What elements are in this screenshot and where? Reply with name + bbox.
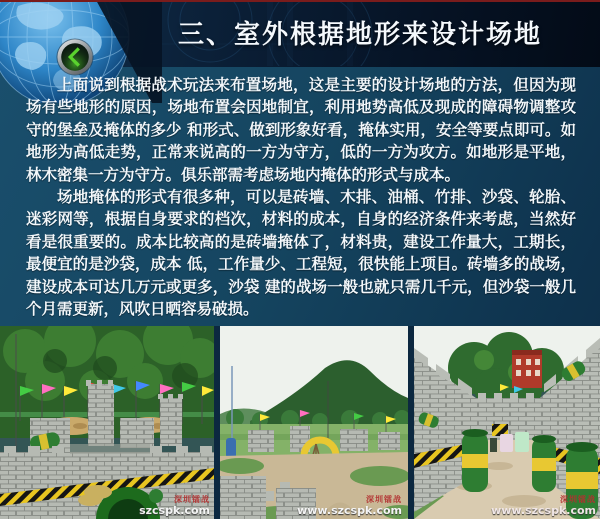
back-button[interactable] [56, 38, 94, 76]
watermark-url-text: szcspk.com [139, 503, 210, 517]
watermark-url-text: www.szcspk.com [491, 503, 596, 517]
paragraph-tactics: 上面说到根据战术玩法来布置场地，这是主要的设计场地的方法，但因为现场有些地形的原因，场地布置会因地制宜，利用地势高低及现成的障碍物调整攻守的堡垒及掩体的多少 和形式、做到形象好看，掩体实用，安全等要点即可。如地形为高低走势，正常来说高的一方为守方，低的一方为攻方。如地形是平地，林木密集一方为守方。俱乐部需考虑场地内掩体的形式与成本。 [26, 76, 576, 184]
watermark-url-text: www.szcspk.com [297, 503, 402, 517]
field-photo-forest-flags [0, 326, 214, 519]
photo-strip [0, 326, 600, 519]
watermark-cn-text: 深圳镭战 [366, 495, 402, 505]
page-title: 三、室外根据地形来设计场地 [177, 20, 542, 50]
watermark-cn-text: 深圳镭战 [174, 495, 210, 505]
content [26, 74, 576, 320]
watermark-cn-text: 深圳镭战 [560, 495, 596, 505]
field-photo-hill-arch [220, 326, 408, 519]
chevron-left-icon [56, 38, 94, 76]
top-accent-line [0, 0, 600, 2]
paragraph-bunker-cost: 场地掩体的形式有很多种，可以是砖墙、木排、油桶、竹排、沙袋、轮胎、迷彩网等，根据自身要求的档次，材料的成本，自身的经济条件来考虑，当然好看是很重要的。成本比较高的是砖墙掩体了，材料贵，建设工作量大，工期长，最便宜的是沙袋，成本 低，工作量少、工程短，很快能上项目。砖墙多的战场，建设成本可达几万元或更多，沙袋 建的战场一般也就只需几千元，但沙袋一般几个月需更新，风吹日晒容易破损。 [26, 188, 576, 319]
field-photo-alley-barrels [414, 326, 600, 519]
